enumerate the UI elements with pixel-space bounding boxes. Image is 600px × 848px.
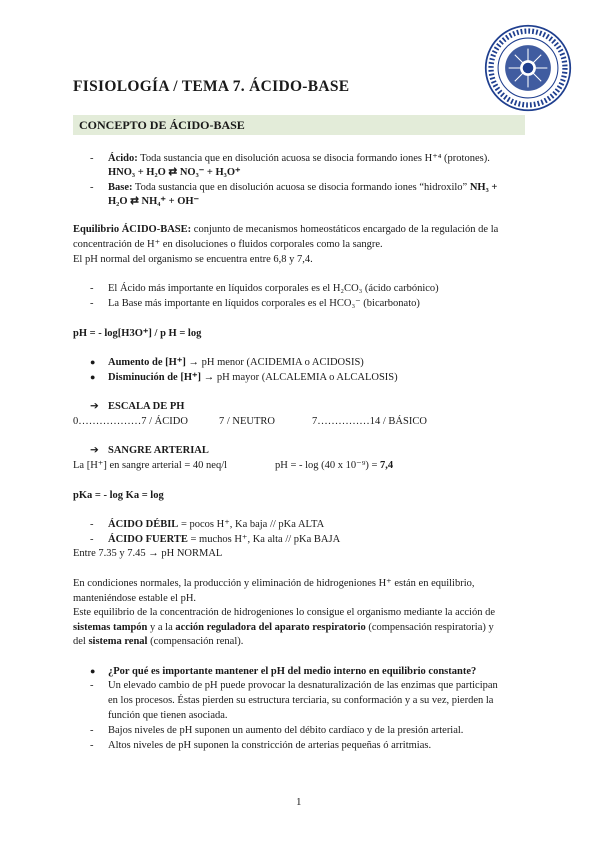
bullet-icon: ● [90,372,96,382]
list-dash: - [90,153,94,164]
normal-range: Entre 7.35 y 7.45 → pH NORMAL [73,548,223,559]
list-item [108,517,324,532]
list-dash: - [90,519,94,530]
acid-definition [108,151,490,166]
list-item-bold: Aumento de [H⁺] [108,357,186,368]
paragraph-2-line-2 [73,620,494,635]
list-item [108,370,398,385]
base-formula [108,194,199,209]
list-item-text: → pH menor (ACIDEMIA o ACIDOSIS) [185,357,364,368]
base-tail: NH₃ + [469,182,498,193]
list-item-bold: ÁCIDO DÉBIL [108,519,179,530]
ph-formula-text: pH = - log[H3O⁺] / p H = log [73,328,202,339]
paragraph-1-line-1: En condiciones normales, la producción y eliminación de hidrogeniones H⁺ están en equilibrio, [73,578,475,589]
base-formula-text: H₂O ⇄ NH₄⁺ + OH⁻ [108,196,200,207]
answer-1-line-2: en los procesos. Éstas pierden su estructura terciaria, su conformación y a su vez, pierden la [108,695,494,706]
university-seal-logo [484,24,572,112]
paragraph-1-line-2: manteniéndose estable el pH. [73,593,197,604]
pka-formula [73,488,164,503]
bold-term: acción reguladora del aparato respiratorio [175,622,366,633]
arrow-icon: ➔ [90,401,99,412]
escala-neutral: 7 / NEUTRO [219,416,275,427]
sangre-ph-text: pH = - log (40 x 10⁻⁹) = [275,460,381,471]
section-heading-bar [73,115,525,135]
equilibrio-text: conjunto de mecanismos homeostáticos encargado de la regulación de la [191,224,499,235]
list-item-text: = muchos H⁺, Ka alta // pKa BAJA [187,534,341,545]
acid-text: Toda sustancia que en disolución acuosa se disocia formando iones H⁺⁴ (protones). [137,153,490,164]
list-dash: - [90,182,94,193]
equilibrio-term: Equilibrio ÁCIDO-BASE: [73,224,192,235]
bullet-icon: ● [90,357,96,367]
list-dash: - [90,298,94,309]
bold-term: sistemas tampón [73,622,148,633]
base-term: Base: [108,182,133,193]
sangre-ph [275,458,393,473]
equilibrio-line-1 [73,222,498,237]
answer-3: Altos niveles de pH suponen la constricción de arterias pequeñas ó arritmias. [108,740,432,751]
bullet-icon: ● [90,666,96,676]
answer-1-line-1: Un elevado cambio de pH puede provocar la desnaturalización de las enzimas que participan [108,680,498,691]
text-run: (compensación renal). [147,636,244,647]
sangre-heading-text: SANGRE ARTERIAL [108,445,209,456]
text-run: (compensación respiratoria) y [365,622,494,633]
sangre-ph-result: 7,4 [380,460,394,471]
escala-heading-text: ESCALA DE PH [108,401,185,412]
list-item: La Base más importante en líquidos corporales es el HCO₃⁻ (bicarbonato) [108,298,420,309]
equilibrio-line-2: concentración de H⁺ en disoluciones o fluidos corporales como la sangre. [73,239,383,250]
list-dash: - [90,725,94,736]
answer-1-line-3: función que tienen asociada. [108,710,228,721]
escala-acid: 0………………7 / ÁCIDO [73,416,188,427]
escala-basic: 7……………14 / BÁSICO [312,416,427,427]
text-run: y a la [147,622,176,633]
list-dash: - [90,283,94,294]
list-dash: - [90,534,94,545]
equilibrio-line-3: El pH normal del organismo se encuentra entre 6,8 y 7,4. [73,254,313,265]
question [108,664,476,679]
section-heading: CONCEPTO DE ÁCIDO-BASE [79,118,245,132]
acid-term: Ácido: [108,153,138,164]
list-item-bold: Disminución de [H⁺] [108,372,202,383]
list-item-text: → pH mayor (ALCALEMIA o ALCALOSIS) [201,372,398,383]
list-item [108,532,340,547]
list-item: El Ácido más importante en líquidos corporales es el H₂CO₃ (ácido carbónico) [108,283,439,294]
arrow-icon: ➔ [90,445,99,456]
page-number: 1 [296,796,302,808]
pka-formula-text: pKa = - log Ka = log [73,490,164,501]
acid-formula [108,165,241,180]
base-text: Toda sustancia que en disolución acuosa se disocia formando iones “hidroxilo” [132,182,470,193]
answer-2: Bajos niveles de pH suponen un aumento del débito cardíaco y de la presión arterial. [108,725,464,736]
paragraph-2-line-3 [73,634,243,649]
list-item-bold: ÁCIDO FUERTE [108,534,188,545]
paragraph-2-line-1: Este equilibrio de la concentración de hidrogeniones lo consigue el organismo mediante la acción de [73,607,495,618]
base-definition [108,180,497,195]
list-dash: - [90,740,94,751]
sangre-heading [108,443,209,458]
acid-formula-text: HNO₃ + H₂O ⇄ NO₃⁻ + H₃O⁺ [108,167,241,178]
bold-term: sistema renal [88,636,148,647]
text-run: del [73,636,89,647]
list-item-text: = pocos H⁺, Ka baja // pKa ALTA [178,519,325,530]
list-item [108,355,364,370]
escala-heading [108,399,184,414]
sangre-concentration: La [H⁺] en sangre arterial = 40 neq/l [73,460,228,471]
list-dash: - [90,680,94,691]
ph-formula [73,326,201,341]
page-title: FISIOLOGÍA / TEMA 7. ÁCIDO-BASE [73,78,350,95]
question-text: ¿Por qué es importante mantener el pH del medio interno en equilibrio constante? [108,666,477,677]
